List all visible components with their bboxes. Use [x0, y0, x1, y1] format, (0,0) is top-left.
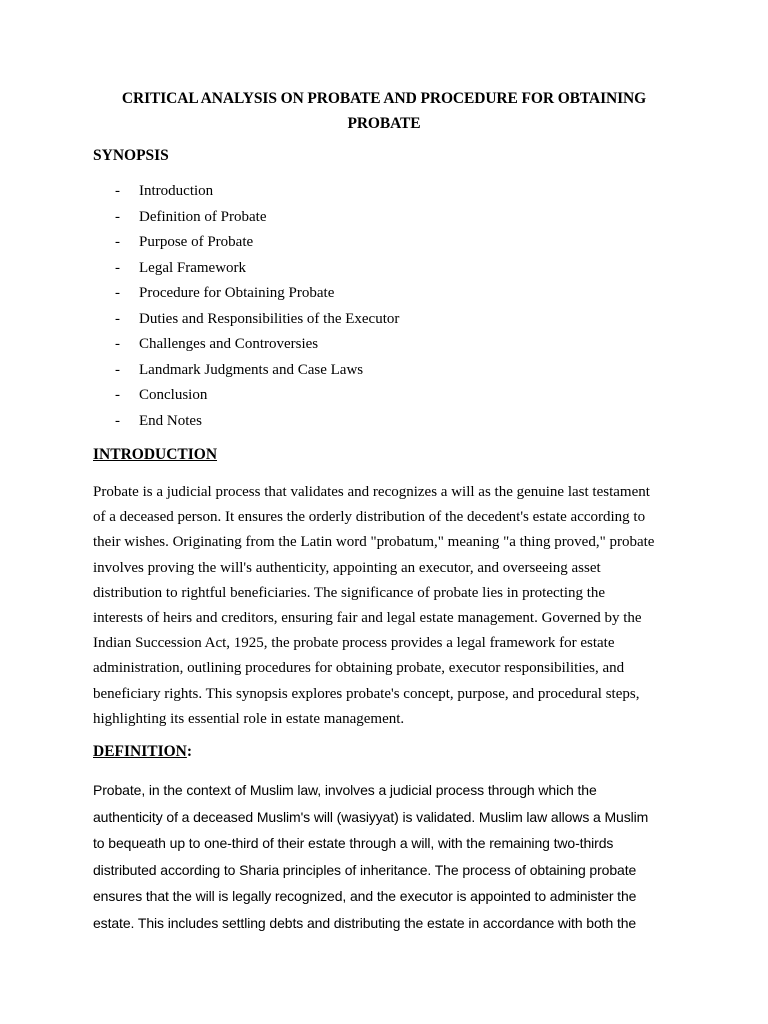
- paragraph-line: Probate is a judicial process that validates and recognizes a will as the genuine last testament: [93, 484, 650, 500]
- paragraph-line: to bequeath up to one-third of their estate through a will, with the remaining two-thirds: [93, 835, 614, 851]
- paragraph-line: involves proving the will's authenticity, appointing an executor, and overseeing asset: [93, 559, 601, 576]
- paragraph-line: administration, outlining procedures for obtaining probate, executor responsibilities, and: [93, 660, 625, 677]
- synopsis-item-label: Procedure for Obtaining Probate: [139, 285, 335, 301]
- synopsis-item-label: Purpose of Probate: [139, 234, 254, 250]
- synopsis-heading: SYNOPSIS: [93, 147, 169, 164]
- paragraph-line: highlighting its essential role in estate management.: [93, 710, 405, 727]
- paragraph-line: distributed according to Sharia principles of inheritance. The process of obtaining probate: [93, 861, 637, 878]
- definition-paragraph: [93, 777, 683, 936]
- paragraph-line: Indian Succession Act, 1925, the probate process provides a legal framework for estate: [93, 635, 615, 652]
- paragraph-line: distribution to rightful beneficiaries. The significance of probate lies in protecting the: [93, 584, 606, 601]
- synopsis-item-label: Legal Framework: [139, 259, 247, 276]
- paragraph-line: Probate, in the context of Muslim law, involves a judicial process through which the: [93, 782, 597, 798]
- paragraph-line: estate. This includes settling debts and distributing the estate in accordance with both the: [93, 914, 637, 931]
- synopsis-item-label: End Notes: [139, 412, 202, 429]
- paragraph-line: their wishes. Originating from the Latin word "probatum," meaning "a thing proved," probate: [93, 534, 655, 551]
- list-dash: -: [115, 208, 120, 225]
- list-dash: -: [115, 412, 120, 429]
- list-dash: -: [115, 285, 120, 301]
- synopsis-item-label: Conclusion: [139, 387, 208, 403]
- list-dash: -: [115, 336, 120, 352]
- list-dash: -: [115, 183, 120, 199]
- synopsis-item-label: Challenges and Controversies: [139, 336, 319, 352]
- paragraph-line: beneficiary rights. This synopsis explores probate's concept, purpose, and procedural steps,: [93, 685, 640, 702]
- list-dash: -: [115, 361, 120, 378]
- definition-heading: [93, 742, 192, 762]
- synopsis-item-label: Duties and Responsibilities of the Executor: [139, 310, 400, 327]
- document-title-line-1: CRITICAL ANALYSIS ON PROBATE AND PROCEDURE FOR OBTAINING: [121, 90, 647, 107]
- document-title-line-2: PROBATE: [347, 115, 421, 132]
- definition-heading-word: DEFINITION: [93, 743, 187, 760]
- list-dash: -: [115, 387, 120, 403]
- document-title: [93, 86, 675, 136]
- paragraph-line: interests of heirs and creditors, ensuring fair and legal estate management. Governed by the: [93, 610, 642, 627]
- introduction-paragraph: [93, 480, 683, 732]
- paragraph-line: authenticity of a deceased Muslim's will (wasiyyat) is validated. Muslim law allows a Muslim: [93, 808, 649, 825]
- synopsis-item-label: Introduction: [139, 183, 214, 199]
- list-dash: -: [115, 234, 120, 250]
- paragraph-line: ensures that the will is legally recognized, and the executor is appointed to administer the: [93, 888, 637, 904]
- paragraph-line: of a deceased person. It ensures the orderly distribution of the decedent's estate according to: [93, 509, 646, 526]
- list-dash: -: [115, 259, 120, 276]
- synopsis-item-label: Definition of Probate: [139, 208, 267, 225]
- introduction-heading: INTRODUCTION: [93, 446, 218, 463]
- synopsis-item-label: Landmark Judgments and Case Laws: [139, 361, 364, 378]
- list-dash: -: [115, 310, 120, 327]
- definition-heading-colon: :: [186, 743, 193, 760]
